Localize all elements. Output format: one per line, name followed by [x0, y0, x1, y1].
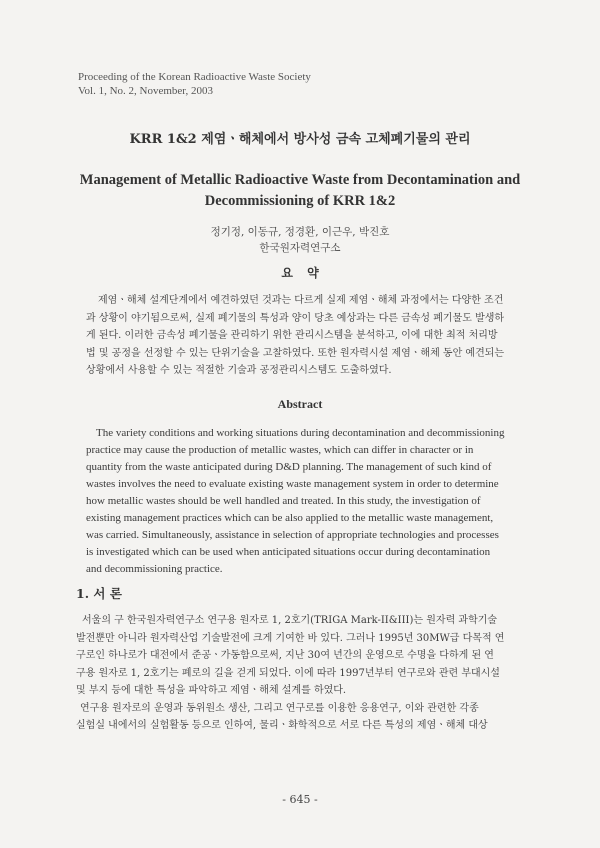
abstract-line: The variety conditions and working situations during decontamination and decommissioning — [96, 427, 505, 439]
summary-line: 법 및 공정을 선정할 수 있는 단위기술을 고찰하였다. 또한 원자력시설 제염ㆍ해체 동안 예견되는 — [86, 347, 505, 359]
authors: 정기정, 이동규, 정경환, 이근우, 박진호 — [210, 226, 390, 238]
summary-line: 상황에서 사용할 수 있는 적절한 기술과 공정관리시스템도 도출하였다. — [86, 365, 392, 376]
abstract-line: is investigated which can be used when anticipated situations occur during decontamination — [86, 546, 491, 558]
title-english-line-1: Management of Metallic Radioactive Waste from Decontamination and — [79, 172, 521, 188]
summary-line: 과 상황이 야기됨으로써, 실제 폐기물의 특성과 양이 당초 예상과는 다른 금속성 폐기물도 발생하 — [86, 312, 505, 324]
body-line: 서울의 구 한국원자력연구소 연구용 원자로 1, 2호기(TRIGA Mark-II&III)는 원자력 과학기술 — [82, 615, 498, 626]
section-1-heading: 1. 서 론 — [76, 586, 122, 601]
abstract-line: was carried. Simultaneously, assistance in selection of appropriate technologies and processes — [86, 529, 499, 541]
affiliation: 한국원자력연구소 — [259, 242, 341, 254]
journal-name: Proceeding of the Korean Radioactive Waste Society — [78, 71, 311, 83]
abstract-line: existing management practices which can be also applied to the metallic waste management, — [86, 512, 494, 524]
body-line: 및 부지 등에 대한 특성을 파악하고 제염ㆍ해체 설계를 하였다. — [76, 685, 347, 696]
summary-line: 게 된다. 이러한 금속성 폐기물을 관리하기 위한 관리시스템을 분석하고, 이에 대한 최적 처리방 — [86, 330, 498, 341]
abstract-paragraph — [86, 425, 531, 578]
title-english — [60, 170, 540, 212]
journal-header — [78, 70, 311, 98]
journal-volume: Vol. 1, No. 2, November, 2003 — [78, 85, 214, 97]
abstract-line: practice may cause the production of metallic wastes, which can differ in character or in — [86, 444, 474, 456]
summary-line: 제염ㆍ해체 설계단계에서 예견하였던 것과는 다르게 실제 제염ㆍ해체 과정에서는 다양한 조건 — [98, 295, 504, 306]
summary-heading: 요 약 — [281, 266, 319, 280]
body-line: 구용 원자로 1, 2호기는 폐로의 길을 걷게 되었다. 이에 따라 1997년부터 연구로와 관련 부대시설 — [76, 667, 500, 679]
title-english-line-2: Decommissioning of KRR 1&2 — [204, 193, 396, 209]
summary-paragraph — [86, 292, 526, 380]
body-line: 발전뿐만 아니라 원자력산업 기술발전에 크게 기여한 바 있다. 그러나 1995년 30MW급 다목적 연 — [76, 632, 505, 644]
body-line: 실험실 내에서의 실험활동 등으로 인하여, 물리ㆍ화학적으로 서로 다른 특성의 제염ㆍ해체 대상 — [76, 720, 488, 731]
body-line: 구로인 하나로가 대전에서 준공ㆍ가동함으로써, 지난 30여 년간의 운영으로 수명을 다하게 된 연 — [76, 650, 494, 661]
body-line: 연구용 원자로의 운영과 동위원소 생산, 그리고 연구로를 이용한 응용연구, 이와 관련한 각종 — [80, 702, 479, 714]
abstract-line: how metallic wastes should be well handled and treated. In this study, the investigation of — [86, 495, 481, 507]
page-number: - 645 - — [282, 793, 318, 806]
abstract-heading: Abstract — [277, 397, 323, 411]
title-korean: KRR 1&2 제염ㆍ해체에서 방사성 금속 고체폐기물의 관리 — [129, 132, 471, 147]
abstract-line: wastes involves the need to evaluate existing waste management system in order to determine — [86, 478, 499, 490]
abstract-line: quantity from the waste anticipated during D&D planning. The management of such kind of — [86, 461, 492, 473]
section-1-paragraph — [76, 612, 536, 735]
abstract-line: and decommissioning practice. — [86, 563, 223, 575]
